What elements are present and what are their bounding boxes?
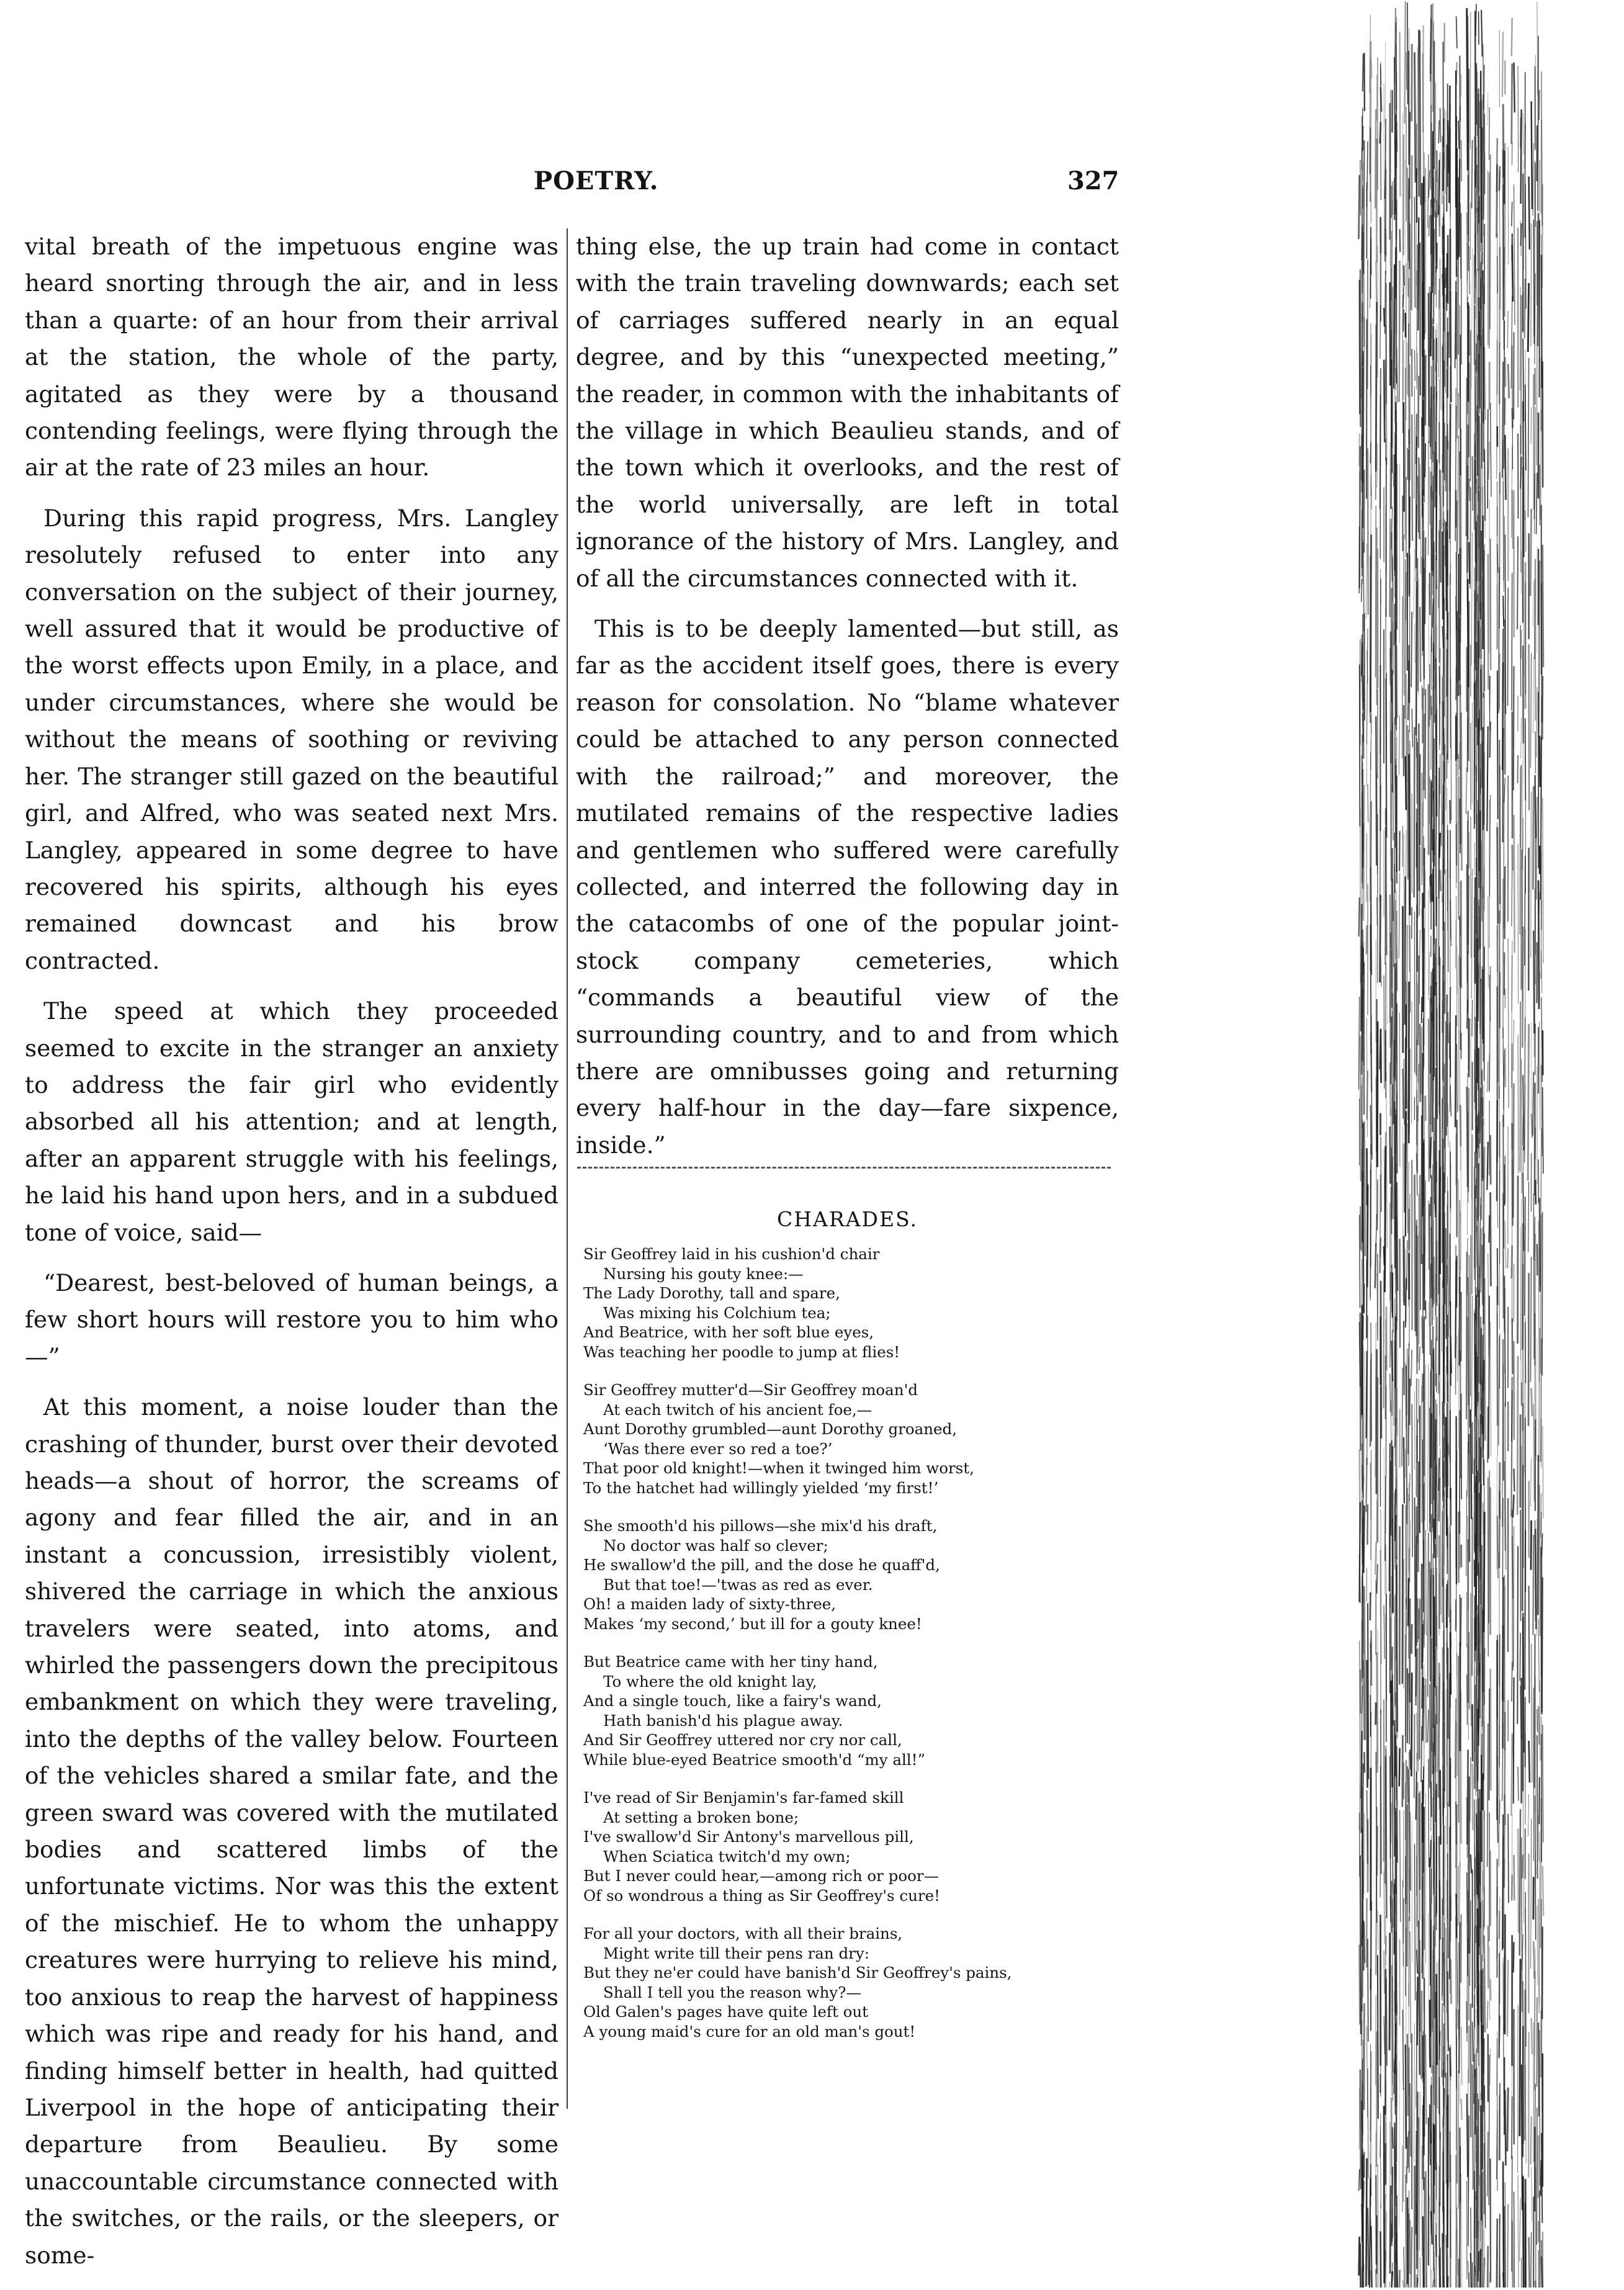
poem-line: And Sir Geoffrey uttered nor cry nor call,	[583, 1730, 1129, 1750]
page-number: 327	[1067, 166, 1119, 195]
scan-noise-graphic	[1347, 0, 1558, 2288]
poem-line: For all your doctors, with all their brains,	[583, 1924, 1129, 1944]
poem-line: The Lady Dorothy, tall and spare,	[583, 1283, 1129, 1303]
charades-poem	[583, 1244, 1129, 2060]
scanned-margin-strip	[1347, 0, 1558, 2288]
poem-line: She smooth'd his pillows—she mix'd his draft,	[583, 1516, 1129, 1536]
poem-line: Of so wondrous a thing as Sir Geoffrey's cure!	[583, 1886, 1129, 1906]
poem-line: But they ne'er could have banish'd Sir Geoffrey's pains,	[583, 1963, 1129, 1983]
poem-line: While blue-eyed Beatrice smooth'd “my all!”	[583, 1750, 1129, 1770]
poem-line: But that toe!—'twas as red as ever.	[583, 1575, 1129, 1595]
paragraph: This is to be deeply lamented—but still, as far as the accident itself goes, there is every reason for consolation. No “blame whatever could be attached to any person connected with the railroad;” and moreover, the mutilated remains of the respective ladies and gentlemen who suffered were carefully collected, and interred the following day in the catacombs of one of the popular joint-stock company cemeteries, which “commands a beautiful view of the surrounding country, and to and from which there are omnibusses going and returning every half-hour in the day—fare sixpence, inside.”	[576, 611, 1119, 1164]
paragraph: At this moment, a noise louder than the crashing of thunder, burst over their devoted heads—a shout of horror, the screams of agony and fear filled the air, and in an instant a concussion, irresistibly violent, shivered the carriage in which the anxious travelers were seated, into atoms, and whirled the passengers down the precipitous embankment on which they were traveling, into the depths of the valley below. Fourteen of the vehicles shared a smilar fate, and the green sward was covered with the mutilated bodies and scattered limbs of the unfortunate victims. Nor was this the extent of the mischief. He to whom the unhappy creatures were hurrying to relieve his mind, too anxious to reap the harvest of happiness which was ripe and ready for his hand, and finding himself better in health, had quitted Liverpool in the hope of anticipating their departure from Beaulieu. By some unaccountable circumstance connected with the switches, or the rails, or the sleepers, or some-	[25, 1389, 559, 2274]
poem-line: At setting a broken bone;	[583, 1808, 1129, 1828]
poem-line: Makes ‘my second,’ but ill for a gouty knee!	[583, 1614, 1129, 1634]
paragraph: The speed at which they proceeded seemed to excite in the stranger an anxiety to address the fair girl who evidently absorbed all his attention; and at length, after an apparent struggle with his feelings, he laid his hand upon hers, and in a subdued tone of voice, said—	[25, 993, 559, 1251]
stanza	[583, 1516, 1129, 1633]
stanza	[583, 1788, 1129, 1905]
poem-line: Old Galen's pages have quite left out	[583, 2002, 1129, 2022]
stanza	[583, 1652, 1129, 1769]
paragraph: During this rapid progress, Mrs. Langley resolutely refused to enter into any conversation on the subject of their journey, well assured that it would be productive of the worst effects upon Emily, in a place, and under circumstances, where she would be without the means of soothing or reviving her. The stranger still gazed on the beautiful girl, and Alfred, who was seated next Mrs. Langley, appeared in some degree to have recovered his spirits, although his eyes remained downcast and his brow contracted.	[25, 500, 559, 979]
right-column	[576, 228, 1119, 1177]
stanza	[583, 1244, 1129, 1362]
stanza	[583, 1924, 1129, 2041]
paragraph: “Dearest, best-beloved of human beings, a few short hours will restore you to him who—”	[25, 1265, 559, 1375]
poem-line: Aunt Dorothy grumbled—aunt Dorothy groaned,	[583, 1419, 1129, 1439]
paragraph: vital breath of the impetuous engine was heard snorting through the air, and in less than a quarte: of an hour from their arrival at the station, the whole of the party, agitated as they were by a thousand contending feelings, were flying through the air at the rate of 23 miles an hour.	[25, 228, 559, 487]
poem-line: When Sciatica twitch'd my own;	[583, 1847, 1129, 1867]
poem-line: I've swallow'd Sir Antony's marvellous pill,	[583, 1827, 1129, 1847]
poem-line: Hath banish'd his plague away.	[583, 1711, 1129, 1731]
poem-line: Sir Geoffrey laid in his cushion'd chair	[583, 1244, 1129, 1264]
stanza	[583, 1380, 1129, 1497]
poem-line: I've read of Sir Benjamin's far-famed skill	[583, 1788, 1129, 1808]
poem-line: To where the old knight lay,	[583, 1672, 1129, 1692]
poem-line: But I never could hear,—among rich or poor—	[583, 1866, 1129, 1886]
poem-line: A young maid's cure for an old man's gout!	[583, 2022, 1129, 2042]
poem-line: Oh! a maiden lady of sixty-three,	[583, 1594, 1129, 1614]
poem-line: But Beatrice came with her tiny hand,	[583, 1652, 1129, 1672]
left-column	[25, 228, 559, 2274]
section-divider	[577, 1167, 1111, 1169]
poem-line: Might write till their pens ran dry:	[583, 1944, 1129, 1964]
poem-line: That poor old knight!—when it twinged him worst,	[583, 1458, 1129, 1478]
poem-line: ‘Was there ever so red a toe?’	[583, 1439, 1129, 1459]
running-head: POETRY.	[534, 166, 659, 195]
paragraph: thing else, the up train had come in contact with the train traveling downwards; each set of carriages suffered nearly in an equal degree, and by this “unexpected meeting,” the reader, in common with the inhabitants of the village in which Beaulieu stands, and of the town which it overlooks, and the rest of the world universally, are left in total ignorance of the history of Mrs. Langley, and of all the circumstances connected with it.	[576, 228, 1119, 597]
poem-line: Was mixing his Colchium tea;	[583, 1303, 1129, 1323]
poem-line: Was teaching her poodle to jump at flies!	[583, 1342, 1129, 1362]
poem-line: Shall I tell you the reason why?—	[583, 1983, 1129, 2003]
poem-line: Nursing his gouty knee:—	[583, 1264, 1129, 1284]
poem-line: And Beatrice, with her soft blue eyes,	[583, 1322, 1129, 1342]
column-divider	[567, 228, 568, 2109]
poem-line: And a single touch, like a fairy's wand,	[583, 1691, 1129, 1711]
poem-line: To the hatchet had willingly yielded ‘my first!’	[583, 1478, 1129, 1498]
charades-heading: CHARADES.	[576, 1207, 1119, 1231]
poem-line: Sir Geoffrey mutter'd—Sir Geoffrey moan'd	[583, 1380, 1129, 1400]
poem-line: At each twitch of his ancient foe,—	[583, 1400, 1129, 1420]
poem-line: No doctor was half so clever;	[583, 1536, 1129, 1556]
poem-line: He swallow'd the pill, and the dose he quaff'd,	[583, 1555, 1129, 1575]
